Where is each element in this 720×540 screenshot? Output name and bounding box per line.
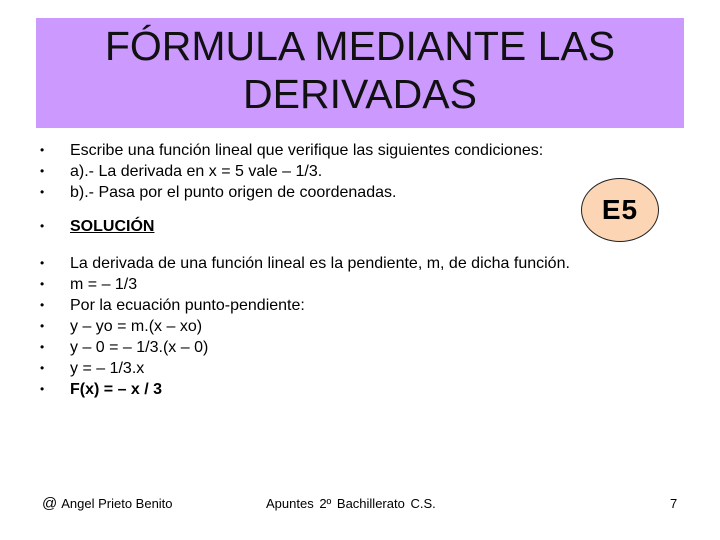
solution-line: La derivada de una función lineal es la pendiente, m, de dicha función.	[70, 255, 570, 272]
solution-line: Por la ecuación punto-pendiente:	[70, 297, 305, 314]
footer-author	[42, 496, 173, 512]
bullet-icon: •	[40, 361, 45, 375]
bullet-icon: •	[40, 164, 45, 178]
list-item	[40, 337, 680, 358]
bullet-icon: •	[40, 256, 45, 270]
slide-title	[36, 22, 684, 118]
title-banner	[36, 18, 684, 128]
title-line-2: DERIVADAS	[243, 71, 477, 117]
title-line-1: FÓRMULA MEDIANTE LAS	[104, 23, 616, 69]
list-item	[40, 379, 680, 400]
solution-line: y – yo = m.(x – xo)	[70, 318, 203, 335]
list-item	[40, 161, 680, 182]
bullet-icon: •	[40, 340, 45, 354]
page-number: 7	[670, 496, 678, 511]
bullet-icon: •	[40, 219, 45, 233]
solution-heading: SOLUCIÓN	[70, 218, 155, 235]
final-answer: F(x) = – x / 3	[70, 381, 163, 398]
at-icon: @	[42, 495, 58, 512]
content-list	[40, 140, 680, 400]
list-item	[40, 253, 680, 274]
solution-line: y = – 1/3.x	[70, 360, 145, 377]
condition-a: a).- La derivada en x = 5 vale – 1/3.	[70, 163, 323, 180]
author-name: Angel Prieto Benito	[61, 496, 173, 511]
bullet-icon: •	[40, 277, 45, 291]
condition-b: b).- Pasa por el punto origen de coordenadas.	[70, 184, 397, 201]
list-item	[40, 140, 680, 161]
bullet-icon: •	[40, 382, 45, 396]
bullet-icon: •	[40, 185, 45, 199]
solution-line: y – 0 = – 1/3.(x – 0)	[70, 339, 209, 356]
footer-course: Apuntes 2º Bachillerato C.S.	[266, 496, 436, 511]
exercise-badge: E5	[581, 178, 659, 242]
list-item	[40, 274, 680, 295]
bullet-icon: •	[40, 319, 45, 333]
list-item	[40, 295, 680, 316]
solution-line: m = – 1/3	[70, 276, 138, 293]
bullet-icon: •	[40, 298, 45, 312]
problem-statement: Escribe una función lineal que verifique las siguientes condiciones:	[70, 142, 544, 159]
bullet-icon: •	[40, 143, 45, 157]
list-item	[40, 316, 680, 337]
list-item	[40, 358, 680, 379]
